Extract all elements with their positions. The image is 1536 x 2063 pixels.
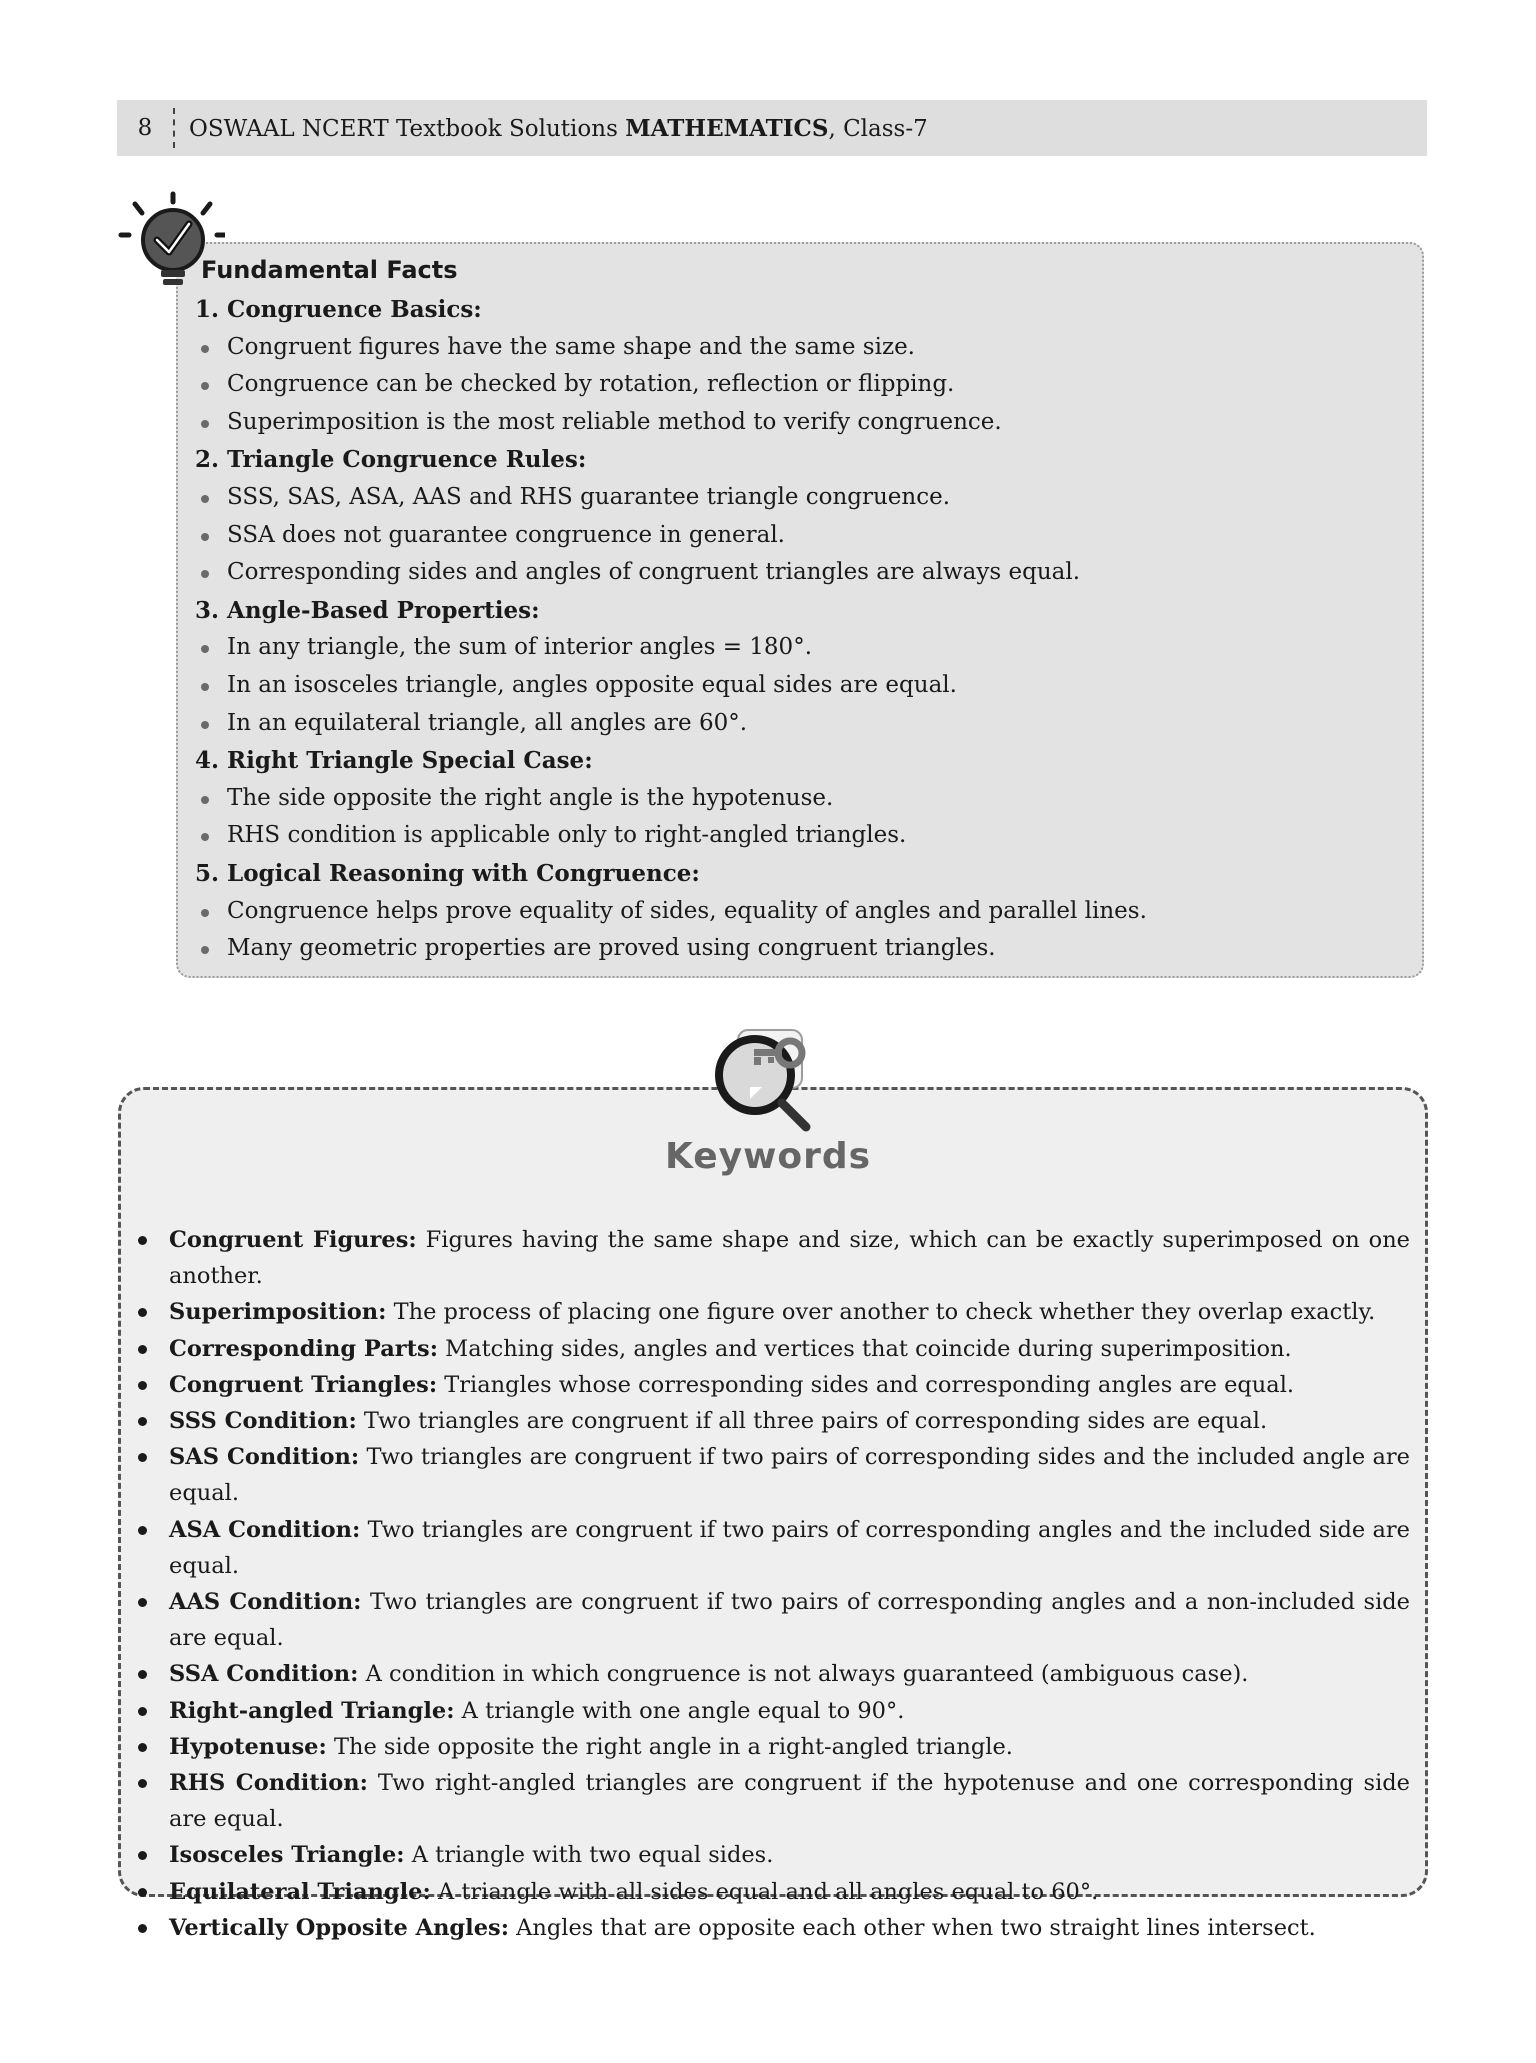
keyword-definition: Triangles whose corresponding sides and corresponding angles are equal.: [437, 1371, 1295, 1398]
title-suffix: , Class-7: [828, 115, 928, 142]
keyword-term: Isosceles Triangle:: [169, 1842, 405, 1869]
facts-list-item: Congruence can be checked by rotation, reflection or flipping.: [195, 366, 1405, 404]
keyword-item: [135, 1584, 1410, 1656]
keyword-item: [135, 1910, 1410, 1946]
title-subject: MATHEMATICS: [625, 114, 829, 142]
facts-section-heading: 5. Logical Reasoning with Congruence:: [195, 859, 700, 887]
book-title: [189, 115, 928, 142]
keyword-term: ASA Condition:: [169, 1516, 361, 1543]
keyword-item: [135, 1693, 1410, 1729]
keyword-item: [135, 1367, 1410, 1403]
keyword-definition: A condition in which congruence is not always guaranteed (ambiguous case).: [358, 1661, 1249, 1688]
keyword-definition: A triangle with one angle equal to 90°.: [454, 1697, 905, 1724]
facts-title: Fundamental Facts: [201, 256, 458, 284]
facts-list-item: RHS condition is applicable only to right-angled triangles.: [195, 817, 1405, 855]
page-header: [117, 100, 1427, 156]
keyword-term: Right-angled Triangle:: [169, 1697, 455, 1724]
keyword-term: Superimposition:: [169, 1299, 387, 1326]
facts-section-heading: 3. Angle-Based Properties:: [195, 596, 540, 624]
keyword-item: [135, 1765, 1410, 1837]
keyword-item: [135, 1294, 1410, 1330]
facts-section-heading: 2. Triangle Congruence Rules:: [195, 446, 587, 474]
keyword-definition: Two triangles are congruent if two pairs of corresponding angles and the included side are equal.: [169, 1516, 1410, 1579]
keyword-term: Congruent Triangles:: [169, 1371, 438, 1398]
keyword-term: SAS Condition:: [169, 1444, 360, 1471]
keyword-term: Hypotenuse:: [169, 1733, 327, 1760]
facts-list-item: In an isosceles triangle, angles opposite equal sides are equal.: [195, 667, 1405, 705]
keyword-item: [135, 1403, 1410, 1439]
keyword-item: [135, 1874, 1410, 1910]
keyword-definition: Two right-angled triangles are congruent if the hypotenuse and one corresponding side are equal.: [169, 1770, 1410, 1833]
keyword-term: AAS Condition:: [169, 1589, 362, 1616]
facts-list: [195, 291, 1405, 968]
keyword-definition: The process of placing one figure over another to check whether they overlap exactly.: [386, 1299, 1376, 1326]
keyword-term: Vertically Opposite Angles:: [169, 1914, 509, 1941]
keyword-item: [135, 1331, 1410, 1367]
keyword-definition: Figures having the same shape and size, which can be exactly superimposed on one another.: [169, 1227, 1410, 1290]
facts-list-item: Congruent figures have the same shape and the same size.: [195, 329, 1405, 367]
keyword-term: SSA Condition:: [169, 1661, 359, 1688]
title-prefix: OSWAAL NCERT Textbook Solutions: [189, 115, 626, 142]
facts-list-item: In an equilateral triangle, all angles are 60°.: [195, 705, 1405, 743]
header-divider: [173, 108, 175, 148]
keyword-definition: The side opposite the right angle in a right-angled triangle.: [326, 1733, 1013, 1760]
facts-list-item: Corresponding sides and angles of congruent triangles are always equal.: [195, 554, 1405, 592]
keyword-term: Equilateral Triangle:: [169, 1878, 431, 1905]
facts-list-item: The side opposite the right angle is the hypotenuse.: [195, 780, 1405, 818]
keyword-item: [135, 1729, 1410, 1765]
keyword-definition: Angles that are opposite each other when two straight lines intersect.: [509, 1914, 1316, 1941]
keywords-list: [135, 1222, 1410, 1946]
keyword-term: Corresponding Parts:: [169, 1335, 439, 1362]
facts-list-item: Superimposition is the most reliable method to verify congruence.: [195, 404, 1405, 442]
keyword-item: [135, 1439, 1410, 1511]
facts-section-heading: 4. Right Triangle Special Case:: [195, 747, 593, 775]
keyword-definition: Two triangles are congruent if all three pairs of corresponding sides are equal.: [356, 1408, 1268, 1435]
facts-list-item: SSS, SAS, ASA, AAS and RHS guarantee triangle congruence.: [195, 479, 1405, 517]
keyword-item: [135, 1222, 1410, 1294]
facts-section-heading: 1. Congruence Basics:: [195, 296, 482, 323]
keyword-item: [135, 1512, 1410, 1584]
keyword-definition: A triangle with two equal sides.: [404, 1842, 774, 1869]
keyword-definition: Matching sides, angles and vertices that coincide during superimposition.: [438, 1335, 1292, 1362]
keyword-definition: A triangle with all sides equal and all angles equal to 60°.: [430, 1878, 1099, 1905]
keyword-definition: Two triangles are congruent if two pairs of corresponding sides and the included angle are equal.: [169, 1444, 1410, 1507]
page-number: 8: [137, 115, 153, 141]
keyword-term: Congruent Figures:: [169, 1227, 417, 1253]
keyword-term: RHS Condition:: [169, 1770, 368, 1797]
keyword-item: [135, 1837, 1410, 1873]
keyword-term: SSS Condition:: [169, 1408, 357, 1435]
keyword-item: [135, 1656, 1410, 1692]
facts-list-item: Many geometric properties are proved using congruent triangles.: [195, 930, 1405, 968]
facts-list-item: In any triangle, the sum of interior angles = 180°.: [195, 629, 1405, 667]
facts-list-item: SSA does not guarantee congruence in general.: [195, 517, 1405, 555]
key-magnifier-icon: [710, 1027, 835, 1142]
keyword-definition: Two triangles are congruent if two pairs of corresponding angles and a non-included side are equal.: [169, 1589, 1410, 1652]
keywords-title: Keywords: [664, 1136, 872, 1177]
facts-list-item: Congruence helps prove equality of sides, equality of angles and parallel lines.: [195, 893, 1405, 931]
